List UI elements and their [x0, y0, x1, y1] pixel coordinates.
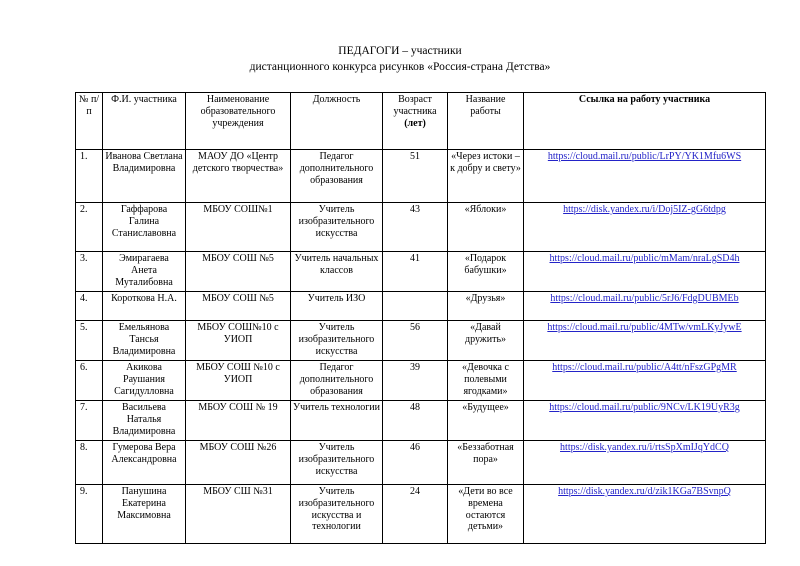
cell-position: Учитель изобразительного искусства и технологии	[291, 485, 383, 544]
cell-position: Учитель технологии	[291, 401, 383, 441]
table-row	[76, 361, 766, 401]
cell-institution: МБОУ СОШ №26	[186, 441, 291, 485]
header-num: № п/п	[76, 93, 103, 150]
table-header	[76, 93, 766, 150]
work-link[interactable]: https://cloud.mail.ru/public/4MTw/vmLKyJywE	[547, 322, 742, 333]
work-link[interactable]: https://cloud.mail.ru/public/LrPY/YK1Mfu6WS	[547, 151, 742, 162]
work-link[interactable]: https://cloud.mail.ru/public/A4tt/nFszGPgMR	[552, 362, 737, 373]
cell-age: 46	[383, 441, 448, 485]
document-title	[0, 44, 800, 75]
document-title-line1: ПЕДАГОГИ – участники	[338, 45, 462, 57]
work-link[interactable]: https://cloud.mail.ru/public/9NCv/LK19UyR3g	[549, 402, 740, 413]
cell-position: Учитель начальных классов	[291, 252, 383, 292]
cell-num: 6.	[76, 361, 103, 401]
cell-link	[524, 361, 766, 401]
cell-link	[524, 292, 766, 321]
work-link[interactable]: https://disk.yandex.ru/i/rtsSpXmIJqYdCQ	[560, 442, 729, 453]
table-row	[76, 321, 766, 361]
cell-institution: МБОУ СОШ№1	[186, 203, 291, 252]
cell-work: «Через истоки – к добру и свету»	[448, 150, 524, 203]
cell-num: 9.	[76, 485, 103, 544]
cell-position: Учитель ИЗО	[291, 292, 383, 321]
header-link: Ссылка на работу участника	[524, 93, 766, 150]
work-link[interactable]: https://cloud.mail.ru/public/5rJ6/FdgDUBMEb	[550, 293, 739, 304]
cell-work: «Будущее»	[448, 401, 524, 441]
work-link[interactable]: https://disk.yandex.ru/i/Doj5IZ-gG6tdpg	[563, 204, 726, 215]
cell-position: Учитель изобразительного искусства	[291, 441, 383, 485]
table-row	[76, 252, 766, 292]
cell-link	[524, 485, 766, 544]
cell-work: «Беззаботная пора»	[448, 441, 524, 485]
cell-name: Короткова Н.А.	[103, 292, 186, 321]
cell-work: «Давай дружить»	[448, 321, 524, 361]
cell-link	[524, 321, 766, 361]
cell-num: 7.	[76, 401, 103, 441]
cell-name: Емельянова Тансья Владимировна	[103, 321, 186, 361]
cell-name: Гаффарова Галина Станиславовна	[103, 203, 186, 252]
cell-num: 3.	[76, 252, 103, 292]
cell-institution: МБОУ СОШ №5	[186, 292, 291, 321]
cell-age: 39	[383, 361, 448, 401]
cell-age: 48	[383, 401, 448, 441]
table-row	[76, 401, 766, 441]
cell-name: Васильева Наталья Владимировна	[103, 401, 186, 441]
cell-link	[524, 203, 766, 252]
cell-name: Иванова Светлана Владимировна	[103, 150, 186, 203]
cell-age: 56	[383, 321, 448, 361]
cell-work: «Дети во все времена остаются детьми»	[448, 485, 524, 544]
cell-name: Эмирагаева Анета Муталибовна	[103, 252, 186, 292]
table-row	[76, 441, 766, 485]
table-row	[76, 203, 766, 252]
table-body	[76, 150, 766, 544]
table-row	[76, 150, 766, 203]
participants-table	[75, 92, 766, 544]
cell-num: 5.	[76, 321, 103, 361]
cell-num: 4.	[76, 292, 103, 321]
cell-name: Панушина Екатерина Максимовна	[103, 485, 186, 544]
cell-position: Учитель изобразительного искусства	[291, 203, 383, 252]
cell-num: 1.	[76, 150, 103, 203]
work-link[interactable]: https://disk.yandex.ru/d/zik1KGa7BSvnpQ	[558, 486, 731, 497]
cell-institution: МБОУ СОШ № 19	[186, 401, 291, 441]
cell-num: 8.	[76, 441, 103, 485]
cell-age: 43	[383, 203, 448, 252]
document-title-line2: дистанционного конкурса рисунков «Россия-страна Детства»	[249, 60, 551, 73]
cell-institution: МБОУ СОШ №5	[186, 252, 291, 292]
cell-institution: МБОУ СШ №31	[186, 485, 291, 544]
header-name: Ф.И. участника	[103, 93, 186, 150]
cell-age	[383, 292, 448, 321]
cell-work: «Яблоки»	[448, 203, 524, 252]
table-row	[76, 485, 766, 544]
cell-name: Гумерова Вера Александровна	[103, 441, 186, 485]
cell-age: 24	[383, 485, 448, 544]
header-position: Должность	[291, 93, 383, 150]
cell-num: 2.	[76, 203, 103, 252]
header-work: Название работы	[448, 93, 524, 150]
cell-link	[524, 401, 766, 441]
cell-link	[524, 252, 766, 292]
cell-age: 51	[383, 150, 448, 203]
header-institution: Наименование образовательного учреждения	[186, 93, 291, 150]
cell-institution: МБОУ СОШ№10 с УИОП	[186, 321, 291, 361]
work-link[interactable]: https://cloud.mail.ru/public/mMam/nraLgSD4h	[549, 253, 740, 264]
cell-position: Педагог дополнительного образования	[291, 150, 383, 203]
table-row	[76, 292, 766, 321]
cell-name: Акикова Раушания Сагидулловна	[103, 361, 186, 401]
cell-link	[524, 441, 766, 485]
cell-institution: МБОУ СОШ №10 с УИОП	[186, 361, 291, 401]
cell-link	[524, 150, 766, 203]
header-age	[383, 93, 448, 150]
header-age-text: Возраст участника	[393, 94, 437, 117]
header-row	[76, 93, 766, 150]
cell-position: Учитель изобразительного искусства	[291, 321, 383, 361]
cell-age: 41	[383, 252, 448, 292]
cell-position: Педагог дополнительного образования	[291, 361, 383, 401]
cell-work: «Друзья»	[448, 292, 524, 321]
cell-institution: МАОУ ДО «Центр детского творчества»	[186, 150, 291, 203]
cell-work: «Подарок бабушки»	[448, 252, 524, 292]
cell-work: «Девочка с полевыми ягодками»	[448, 361, 524, 401]
header-age-note: (лет)	[404, 117, 426, 129]
